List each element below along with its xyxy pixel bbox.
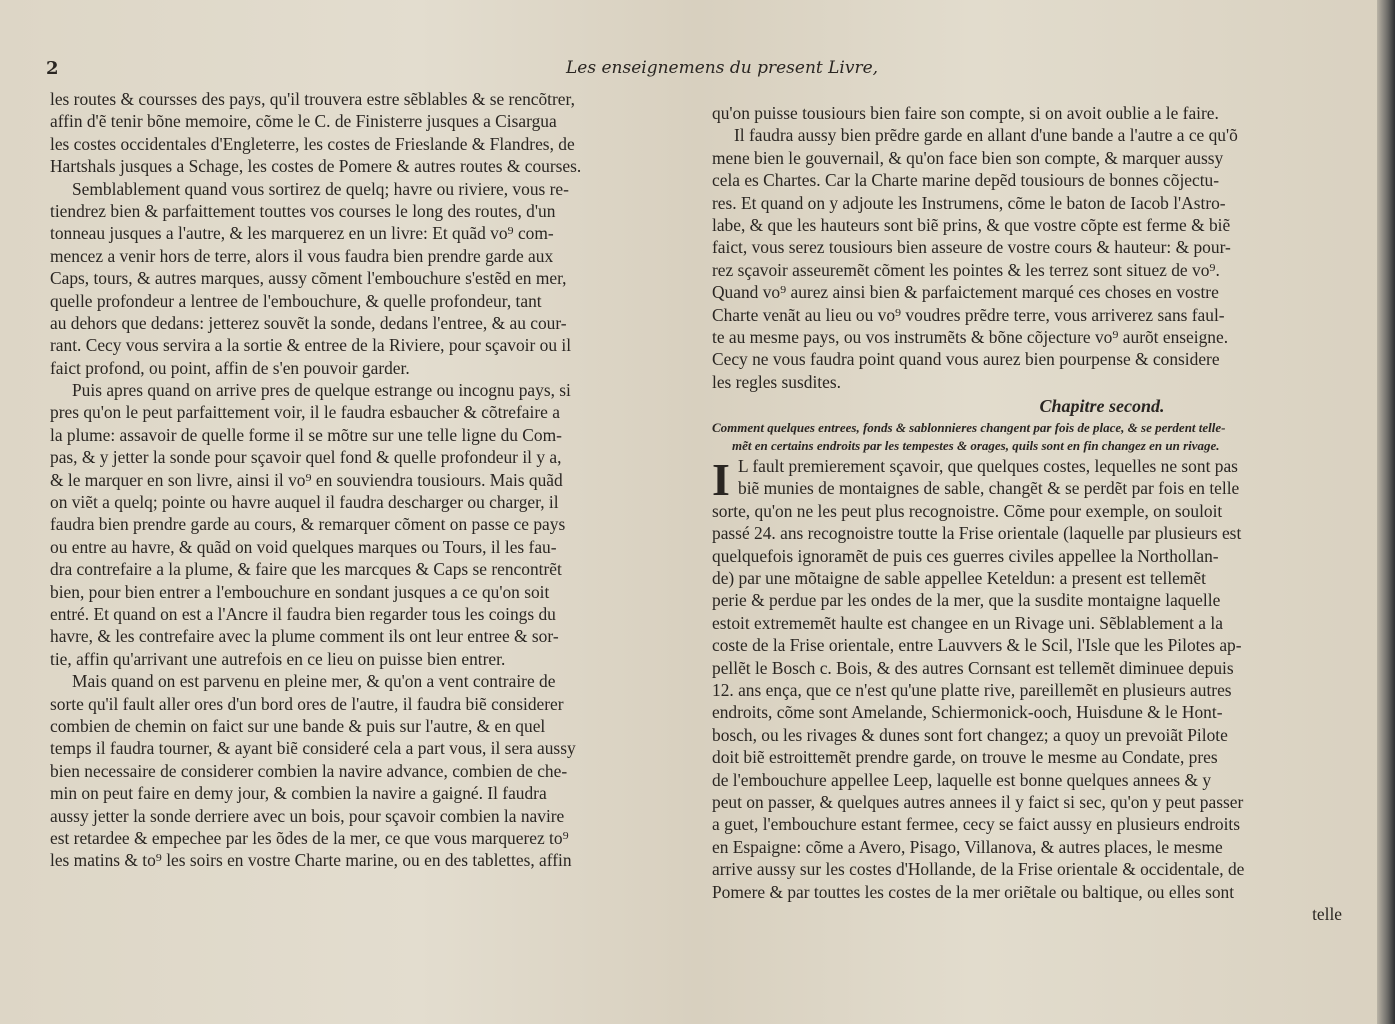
text-line: tie, affin qu'arrivant une autrefois en ce lieu on puisse bien entrer. [50, 648, 506, 669]
text-line: rez sçavoir asseuremẽt cõment les pointes & les terrez sont situez de vo⁹. [712, 259, 1220, 280]
text-line: doit biẽ estroittemẽt prendre garde, on trouve le mesme au Condate, pres [712, 747, 1218, 768]
text-line: qu'on puisse tousiours bien faire son compte, si on avoit oublie a le faire. [712, 103, 1219, 123]
text-line: coste de la Frise orientale, entre Lauvvers & le Scil, l'Isle que les Pilotes ap- [712, 635, 1242, 656]
text-line: Il faudra aussy bien prẽdre garde en allant d'une bande a l'autre a ce qu'õ [734, 125, 1238, 146]
dropcap-letter: I [712, 454, 730, 506]
catchword: telle [1312, 903, 1342, 924]
text-line: on viẽt a quelq; pointe ou havre auquel il faudra descharger ou charger, il [50, 492, 559, 513]
text-line: dra contrefaire a la plume, & faire que les marcques & Caps se rencontrẽt [50, 559, 562, 580]
text-line: faudra bien prendre garde au cours, & remarquer cõment on passe ce pays [50, 514, 566, 535]
text-line: tonneau jusques a l'autre, & les marquerez en un livre: Et quãd vo⁹ com- [50, 223, 554, 244]
text-line: de l'embouchure appellee Leep, laquelle est bonne quelques annees & y [712, 769, 1212, 790]
text-line: temps il faudra tourner, & ayant biẽ consideré cela a part vous, il sera aussy [50, 738, 576, 759]
text-line: arrive aussy sur les costes d'Hollande, de la Frise orientale & occidentale, de [712, 859, 1245, 880]
text-line: Semblablement quand vous sortirez de quelq; havre ou riviere, vous re- [72, 178, 569, 199]
text-line: a guet, l'embouchure estant fermee, cecy se faict aussy en plusieurs endroits [712, 814, 1241, 835]
text-line: perie & perdue par les ondes de la mer, que la susdite montaigne laquelle [712, 590, 1221, 611]
text-line: bosch, ou les rivages & dunes sont fort changez; a quoy un prevoiãt Pilote [712, 724, 1228, 745]
text-line: la plume: assavoir de quelle forme il se mõtre sur une telle ligne du Com- [50, 424, 562, 445]
running-head: Les enseignemens du present Livre, [566, 58, 879, 78]
binding-edge [1377, 0, 1395, 1024]
text-line: Puis apres quand on arrive pres de quelque estrange ou incognu pays, si [72, 380, 571, 401]
text-line: & le marquer en son livre, ainsi il vo⁹ en souviendra tousiours. Mais quãd [50, 469, 563, 490]
text-line: passé 24. ans recognoistre toutte la Frise orientale (laquelle par plusieurs est [712, 523, 1242, 544]
text-line: biẽ munies de montaignes de sable, changẽt & se perdẽt par fois en telle [738, 478, 1240, 499]
text-line: Caps, tours, & autres marques, aussy cõment l'embouchure s'estẽd en mer, [50, 268, 567, 289]
text-line: Cecy ne vous faudra point quand vous aurez bien pourpense & considere [712, 349, 1220, 370]
text-line: sorte, qu'on ne les peut plus recognoistre. Cõme pour exemple, on souloit [712, 500, 1223, 521]
text-line: quelquefois ignoramẽt de puis ces guerres civiles appellee la Northollan- [712, 545, 1219, 566]
text-line: Pomere & par touttes les costes de la mer oriẽtale ou baltique, ou elles sont [712, 881, 1235, 902]
text-line: Hartshals jusques a Schage, les costes de Pomere & autres routes & courses. [50, 156, 582, 177]
text-line: tiendrez bien & parfaittement touttes vos courses le long des routes, d'un [50, 200, 556, 221]
text-line: aussy jetter la sonde derriere avec un bois, pour sçavoir combien la navire [50, 805, 565, 826]
text-line: les costes occidentales d'Engleterre, les costes de Frieslande & Flandres, de [50, 133, 575, 154]
text-line: havre, & les contrefaire avec la plume comment ils ont leur entree & sor- [50, 626, 559, 647]
text-line: les routes & coursses des pays, qu'il trouvera estre sẽblables & se rencõtrer, [50, 89, 575, 109]
text-line: affin d'ẽ tenir bõne memoire, cõme le C. de Finisterre jusques a Cisargua [50, 111, 557, 132]
text-line: pellẽt le Bosch c. Bois, & des autres Cornsant est tellemẽt diminuee depuis [712, 657, 1234, 678]
text-line: peut on passer, & quelques autres annees il y faict si sec, qu'on y peut passer [712, 791, 1244, 812]
text-line: pas, & y jetter la sonde pour sçavoir quel fond & quelle profondeur il y a, [50, 447, 562, 468]
text-line: 12. ans ença, que ce n'est qu'une platte rive, pareillemẽt en plusieurs autres [712, 679, 1232, 700]
right-text-column [712, 102, 1352, 925]
text-line: estoit extrememẽt haulte est changee en un Rivage uni. Sẽblablement a la [712, 612, 1223, 633]
text-line: les regles susdites. [712, 371, 841, 392]
text-line: labe, & que les hauteurs sont biẽ prins, & que vostre cõpte est ferme & biẽ [712, 214, 1231, 235]
chapter-subtitle: mẽt en certains endroits par les tempestes & orages, quils sont en fin changez en un rivage. [732, 438, 1220, 454]
text-line: ou entre au havre, & quãd on void quelques marques ou Tours, il les fau- [50, 536, 557, 557]
text-line: en Espaigne: cõme a Avero, Pisago, Villanova, & autres places, le mesme [712, 836, 1223, 857]
text-line: quelle profondeur a lentree de l'embouchure, & quelle profondeur, tant [50, 290, 542, 311]
text-line: faict profond, ou point, affin de s'en pouvoir garder. [50, 357, 410, 378]
text-line: est retardee & empechee par les õdes de la mer, ce que vous marquerez to⁹ [50, 827, 569, 848]
text-line: sorte qu'il fault aller ores d'un bord ores de l'autre, il faudra biẽ considerer [50, 693, 564, 714]
text-line: pres qu'on le peut parfaittement voir, il le faudra esbaucher & cõtrefaire a [50, 402, 560, 423]
text-line: combien de chemin on faict sur une bande & puis sur l'autre, & en quel [50, 715, 546, 736]
dropcap-paragraph [712, 454, 1352, 506]
chapter-title: Chapitre second. [1039, 396, 1165, 417]
text-line: cela es Chartes. Car la Charte marine depẽd tousiours de bonnes cõjectu- [712, 170, 1220, 191]
text-line: endroits, cõme sont Amelande, Schiermonick-ooch, Huisdune & le Hont- [712, 702, 1223, 723]
chapter-subtitle: Comment quelques entrees, fonds & sablonnieres changent par fois de place, & se perdent telle- [712, 420, 1226, 436]
left-text-column [50, 88, 690, 872]
text-line: res. Et quand on y adjoute les Instrumens, cõme le baton de Iacob l'Astro- [712, 192, 1226, 213]
text-line: Charte venãt au lieu ou vo⁹ voudres prẽdre terre, vous arriverez sans faul- [712, 304, 1225, 325]
text-line: mene bien le gouvernail, & qu'on face bien son compte, & marquer aussy [712, 147, 1224, 168]
text-line: L fault premierement sçavoir, que quelques costes, lequelles ne sont pas [738, 456, 1238, 477]
text-line: bien necessaire de considerer combien la navire advance, combien de che- [50, 760, 568, 781]
text-line: te au mesme pays, ou vos instrumẽts & bõne cõjecture vo⁹ aurõt enseigne. [712, 326, 1229, 347]
text-line: de) par une mõtaigne de sable appellee Keteldun: a present est tellemẽt [712, 568, 1206, 589]
text-line: entré. Et quand on est a l'Ancre il faudra bien regarder tous les coings du [50, 603, 556, 624]
page-number: 2 [46, 58, 59, 79]
text-line: bien, pour bien entrer a l'embouchure en sondant jusques a ce qu'on soit [50, 581, 550, 602]
text-line: au dehors que dedans: jetterez souvẽt la sonde, dedans l'entree, & au cour- [50, 312, 567, 333]
text-line: Quand vo⁹ aurez ainsi bien & parfaictement marqué ces choses en vostre [712, 282, 1219, 303]
text-line: rant. Cecy vous servira a la sortie & entree de la Riviere, pour sçavoir ou il [50, 335, 572, 356]
text-line: Mais quand on est parvenu en pleine mer, & qu'on a vent contraire de [72, 671, 556, 692]
text-line: min on peut faire en demy jour, & combien la navire a gaigné. Il faudra [50, 783, 547, 804]
text-line: les matins & to⁹ les soirs en vostre Charte marine, ou en des tablettes, affin [50, 850, 572, 871]
text-line: mencez a venir hors de terre, alors il vous faudra bien prendre garde aux [50, 245, 554, 266]
text-line: faict, vous serez tousiours bien asseure de vostre cours & hauteur: & pour- [712, 237, 1231, 258]
